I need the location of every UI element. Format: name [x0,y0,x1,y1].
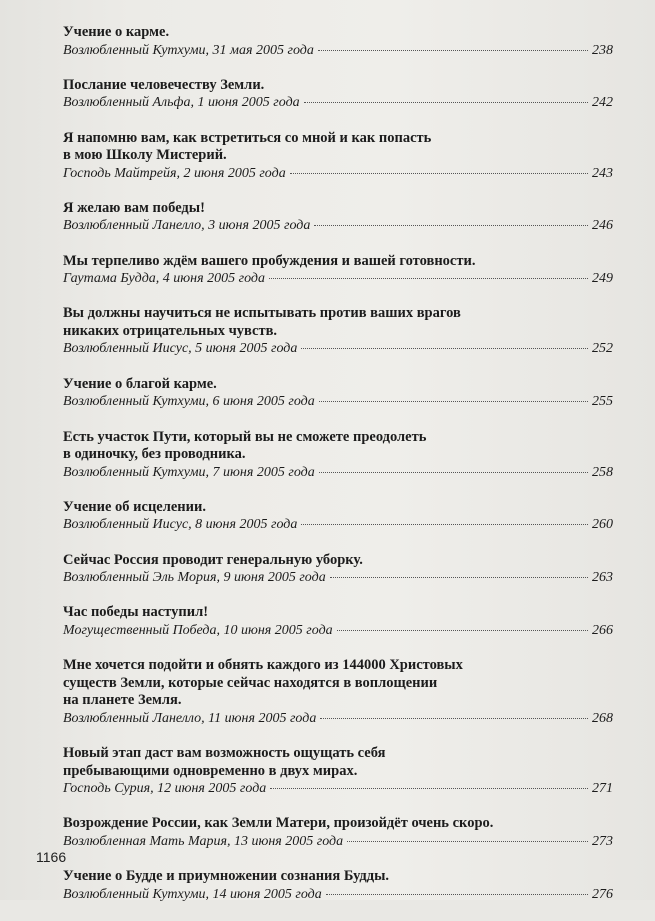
toc-entry [63,77,613,113]
page-number: 1166 [36,849,67,865]
toc-entry-page: 266 [592,622,613,638]
toc-entry-source: Возлюбленная Мать Мария, 13 июня 2005 года [63,833,344,849]
toc-entry [63,604,613,640]
toc-entry [63,24,613,60]
toc-entry-source: Господь Сурия, 12 июня 2005 года [63,781,267,797]
toc-entry-page: 255 [592,394,613,410]
toc-entry-title: Послание человечеству Земли. [63,76,265,93]
dot-leader [304,101,588,103]
toc-entry-page: 263 [592,570,613,586]
toc-entry-title: Я напомню вам, как встретиться со мной и как попасть в мою Школу Мистерий. [63,129,432,164]
toc-entry-page: 271 [592,781,613,797]
toc-entry [63,815,613,851]
toc-entry-page: 252 [592,341,613,357]
toc-entry-source: Возлюбленный Иисус, 8 июня 2005 года [63,517,298,533]
toc-entry [63,745,613,798]
toc-entry-source-line [63,886,613,904]
toc-entry-title: Новый этап даст вам возможность ощущать себя пребывающими одновременно в двух мирах. [63,745,386,779]
toc-entry-source-line [63,833,613,851]
dot-leader [301,523,588,525]
dot-leader [290,172,588,174]
toc-entry-title: Я желаю вам победы! [63,199,205,216]
toc-entry-source-line [63,270,613,288]
toc-entry-source: Возлюбленный Иисус, 5 июня 2005 года [63,341,298,357]
toc-entry-title: Учение о карме. [63,24,170,40]
toc-entry-source-line [63,42,613,60]
toc-entry [63,868,613,904]
toc-entry-source-line [63,780,613,798]
toc-entry-title: Мы терпеливо ждём вашего пробуждения и вашей готовности. [63,252,476,269]
toc-entry-page: 238 [592,42,613,58]
toc-entry-source-line [63,464,613,482]
toc-entry-title: Сейчас Россия проводит генеральную уборку. [63,551,363,568]
toc-entry [63,376,613,412]
toc-entry-source-line [63,94,613,112]
toc-entry [63,305,613,358]
toc-entry-page: 242 [592,95,613,111]
toc-entry-source-line [63,217,613,235]
toc-entry-title: Есть участок Пути, который вы не сможете преодолеть в одиночку, без проводника. [63,428,427,463]
toc-entry-page: 273 [592,833,613,849]
toc-entry-page: 276 [592,886,613,902]
toc-entry-source-line [63,622,613,640]
toc-entry [63,200,613,236]
dot-leader [319,400,588,402]
toc-entry-title: Учение о Будде и приумножении сознания Будды. [63,868,390,885]
toc-entry-source: Гаутама Будда, 4 июня 2005 года [63,271,265,287]
toc-entry-source: Могущественный Победа, 10 июня 2005 года [63,622,333,638]
toc-entry-source: Господь Майтрейя, 2 июня 2005 года [63,165,286,181]
toc-entry-source: Возлюбленный Альфа, 1 июня 2005 года [63,95,300,111]
toc-entry-source-line [63,340,613,358]
toc-entry-source: Возлюбленный Ланелло, 3 июня 2005 года [63,218,311,234]
dot-leader [320,717,588,719]
toc-entry-source: Возлюбленный Эль Мория, 9 июня 2005 года [63,570,326,586]
toc-entry [63,429,613,482]
toc-entry-source-line [63,516,613,534]
toc-entry-source-line [63,393,613,411]
dot-leader [337,629,588,631]
dot-leader [301,347,588,349]
dot-leader [269,277,588,279]
toc-entry-page: 249 [592,271,613,287]
toc-entry-page: 258 [592,464,613,480]
toc-entry-page: 246 [592,218,613,234]
dot-leader [330,576,588,578]
toc-entry-source: Возлюбленный Кутхуми, 31 мая 2005 года [63,42,314,58]
toc-entry-source-line [63,165,613,183]
toc-entry [63,552,613,588]
toc-entry-title: Возрождение России, как Земли Матери, произойдёт очень скоро. [63,815,494,832]
toc-entry [63,130,613,183]
dot-leader [318,49,588,51]
toc-entry [63,253,613,289]
toc-entry-title: Вы должны научиться не испытывать против ваших врагов никаких отрицательных чувств. [63,305,461,339]
dot-leader [314,224,588,226]
dot-leader [319,471,588,473]
toc-entry-source-line [63,710,613,728]
dot-leader [347,840,588,842]
toc-entry-source: Возлюбленный Ланелло, 11 июня 2005 года [63,710,317,726]
toc-entry [63,499,613,535]
toc-entry-source: Возлюбленный Кутхуми, 14 июня 2005 года [63,886,322,902]
toc-entry-page: 268 [592,710,613,726]
toc-entry-title: Учение о благой карме. [63,375,217,392]
toc-entry-page: 243 [592,165,613,181]
toc-entry [63,657,613,728]
toc-entry-source: Возлюбленный Кутхуми, 6 июня 2005 года [63,394,315,410]
toc-entry-page: 260 [592,517,613,533]
toc-entry-title: Мне хочется подойти и обнять каждого из 144000 Христовых существ Земли, которые сейчас находятся в воплощении на планете Земля. [63,657,463,709]
toc-entry-source-line [63,569,613,587]
dot-leader [326,893,588,895]
toc-entry-title: Учение об исцелении. [63,498,206,515]
toc-entry-source: Возлюбленный Кутхуми, 7 июня 2005 года [63,464,315,480]
table-of-contents [63,24,613,921]
toc-entry-title: Час победы наступил! [63,604,209,621]
dot-leader [270,787,588,789]
